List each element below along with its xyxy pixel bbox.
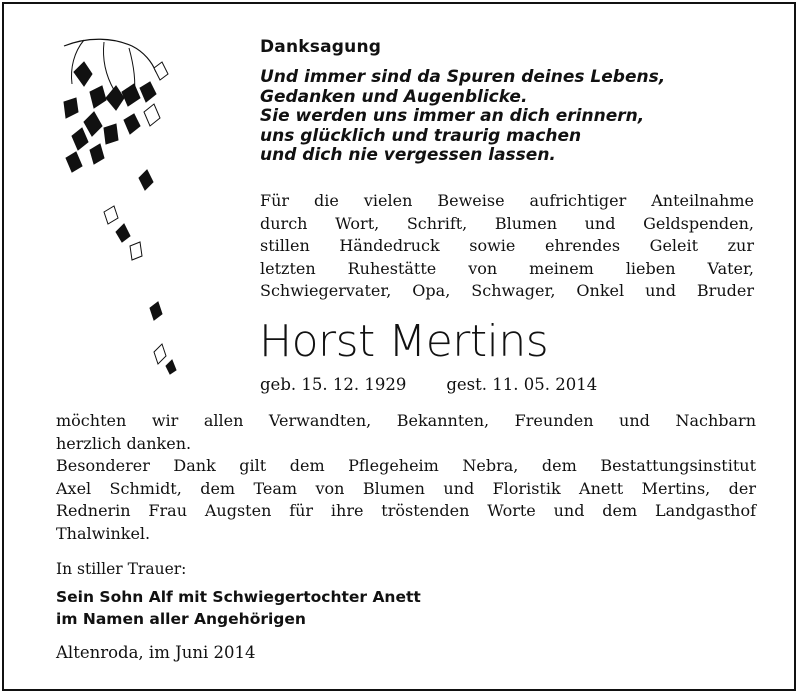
place-date: Altenroda, im Juni 2014: [56, 643, 256, 662]
falling-leaves-icon: [44, 32, 204, 392]
poem-line: uns glücklich und traurig machen: [260, 125, 582, 146]
body-line: Axel Schmidt, dem Team von Blumen und Floristik Anett Mertins, der: [56, 478, 756, 498]
poem: [260, 68, 680, 166]
signers: [56, 586, 421, 630]
life-dates: [260, 375, 597, 394]
body-line: Besonderer Dank gilt dem Pflegeheim Nebra, dem Bestattungsinstitut: [56, 456, 756, 475]
thanks-paragraph: [260, 190, 754, 303]
death-date: gest. 11. 05. 2014: [446, 375, 598, 394]
body-line: Thalwinkel.: [56, 523, 151, 543]
signer-line: im Namen aller Angehörigen: [56, 610, 306, 628]
thanks-line: Für die vielen Beweise aufrichtiger Anteilnahme: [260, 191, 754, 210]
signer-line: Sein Sohn Alf mit Schwiegertochter Anett: [56, 588, 421, 606]
deceased-name: Horst Mertins: [259, 316, 549, 367]
thanks-line: Schwiegervater, Opa, Schwager, Onkel und Bruder: [260, 281, 754, 300]
notice-frame: [2, 2, 796, 691]
body-line: herzlich danken.: [56, 433, 192, 453]
poem-line: Gedanken und Augenblicke.: [260, 86, 528, 107]
body-line: Rednerin Frau Augsten für ihre tröstenden Worte und dem Landgasthof: [56, 501, 756, 520]
birth-date: geb. 15. 12. 1929: [260, 375, 407, 394]
poem-line: Und immer sind da Spuren deines Lebens,: [260, 67, 666, 87]
heading: Danksagung: [260, 37, 382, 57]
thanks-line: durch Wort, Schrift, Blumen und Geldspenden,: [260, 213, 754, 233]
thanks-line: letzten Ruhestätte von meinem lieben Vater,: [260, 258, 754, 278]
mourning-label: In stiller Trauer:: [56, 560, 187, 578]
body-line: möchten wir allen Verwandten, Bekannten, Freunden und Nachbarn: [56, 411, 756, 430]
poem-line: und dich nie vergessen lassen.: [260, 145, 556, 165]
thanks-line: stillen Händedruck sowie ehrendes Geleit zur: [260, 236, 754, 255]
body-paragraph: [56, 410, 756, 545]
poem-line: Sie werden uns immer an dich erinnern,: [260, 106, 645, 126]
